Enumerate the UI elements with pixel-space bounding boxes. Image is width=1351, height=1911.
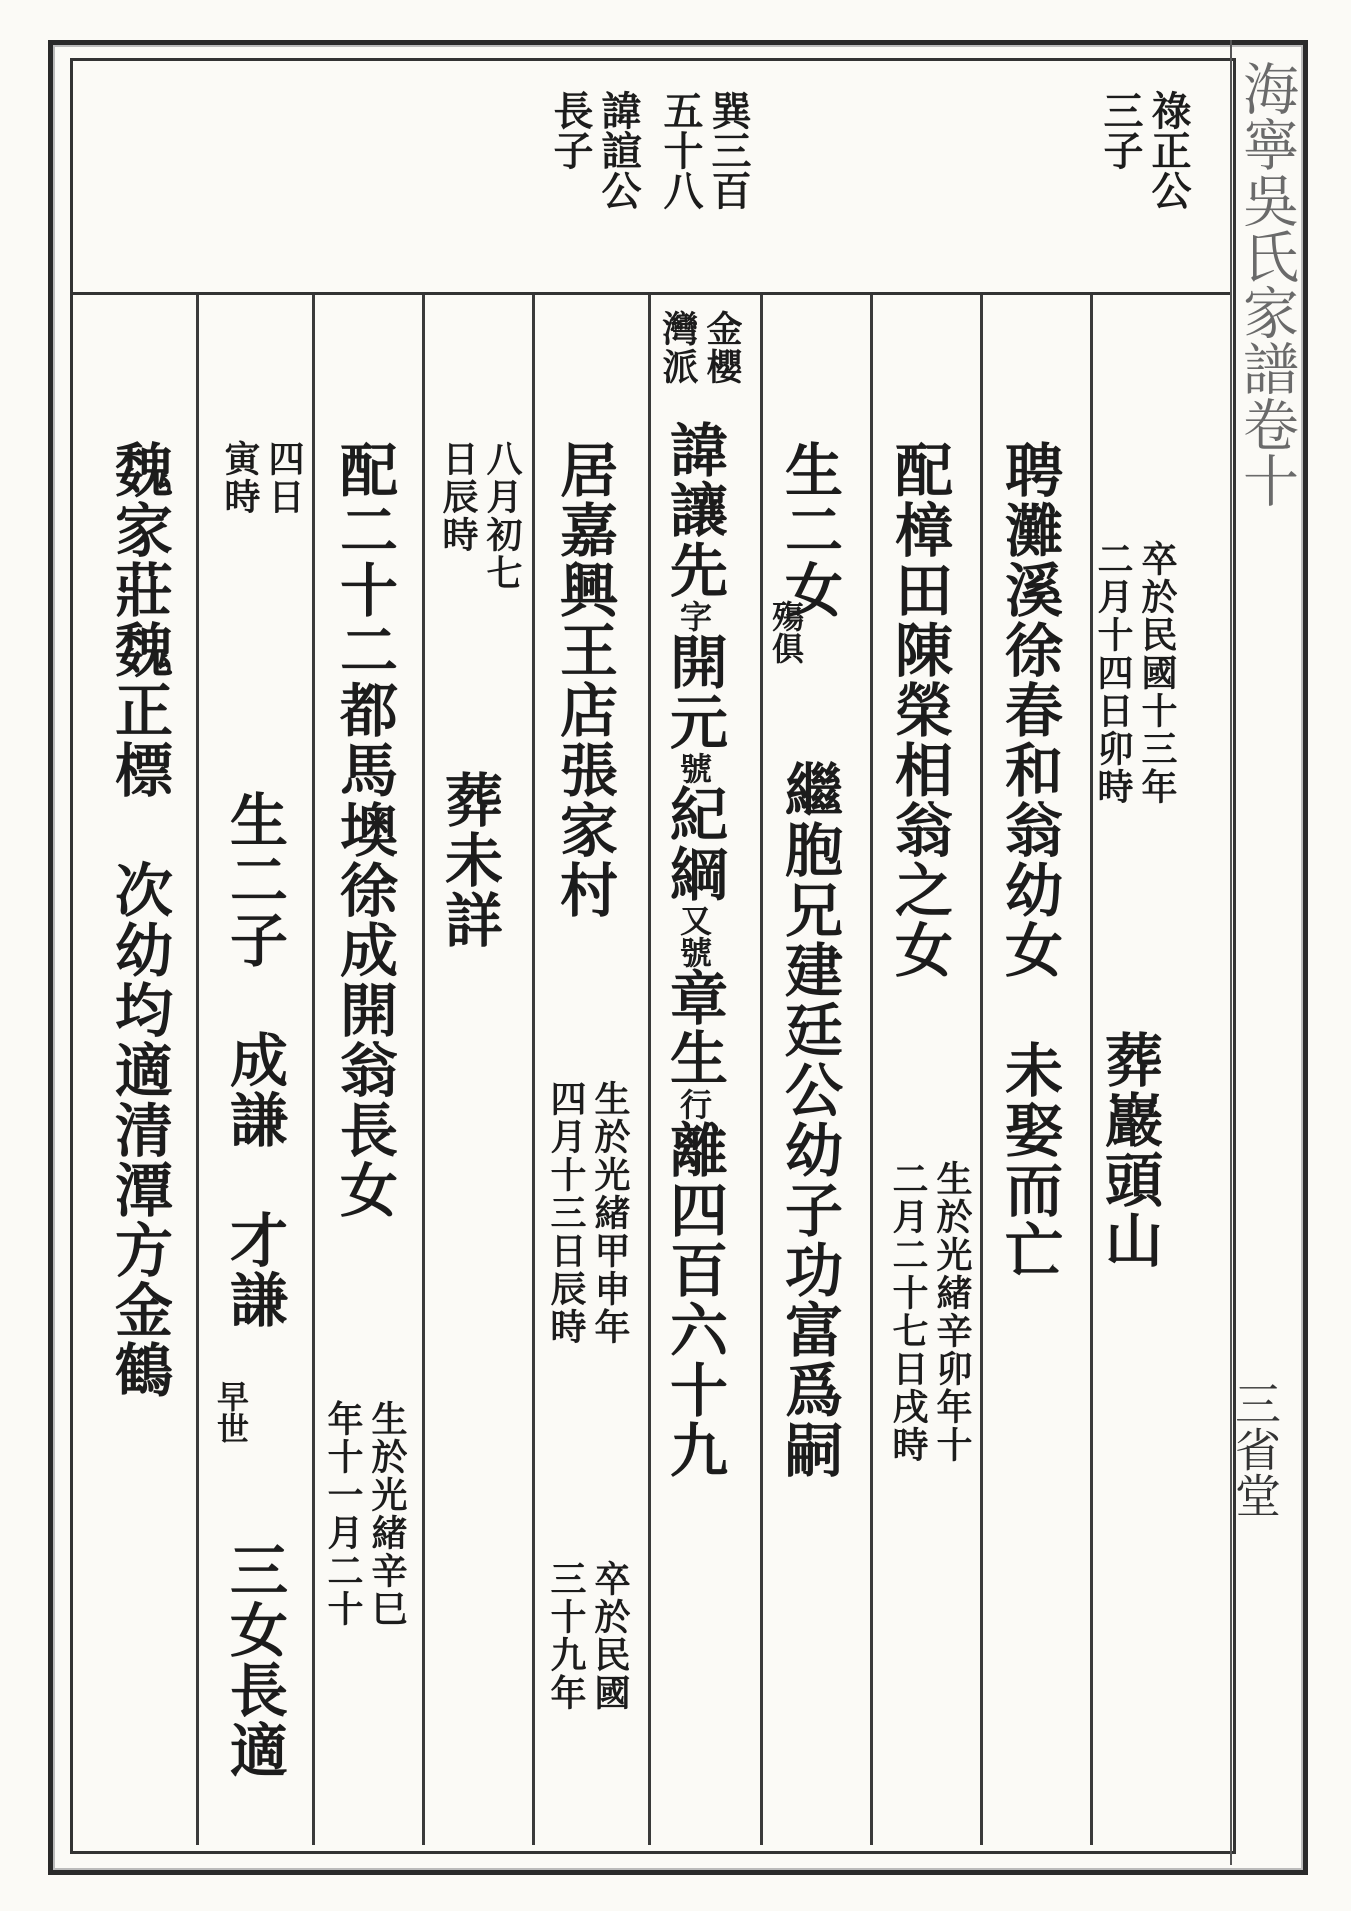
col5-sub: 號 bbox=[675, 752, 713, 784]
top-cell-lu bbox=[1097, 90, 1192, 210]
col9-note bbox=[219, 440, 305, 516]
col6-note1 bbox=[545, 1080, 631, 1346]
head-line: 灣派 bbox=[657, 310, 699, 386]
column-rule bbox=[532, 295, 535, 1845]
col4-main-a: 生二女 bbox=[775, 440, 843, 620]
top-cell-line: 諱諠公 bbox=[595, 90, 642, 210]
column-rule bbox=[312, 295, 315, 1845]
col1-main: 葬巖頭山 bbox=[1095, 1030, 1163, 1270]
note-line: 三十九年 bbox=[545, 1560, 587, 1712]
note-line: 寅時 bbox=[219, 440, 261, 516]
col5-sub: 又號 bbox=[675, 904, 713, 968]
column-rule bbox=[1090, 295, 1093, 1845]
margin-title bbox=[1234, 60, 1299, 512]
column-rule bbox=[648, 295, 651, 1845]
top-cell-zhuan bbox=[547, 90, 642, 210]
col5-main bbox=[660, 420, 728, 1480]
top-cell-line: 巽三百 bbox=[705, 90, 752, 210]
col1-note bbox=[1092, 540, 1178, 806]
top-cell-xun bbox=[657, 90, 752, 210]
col5-sub: 行 bbox=[675, 1088, 713, 1120]
col5-text: 開元 bbox=[660, 632, 728, 752]
col9-tail: 三女長適 bbox=[220, 1540, 288, 1780]
column-rule bbox=[422, 295, 425, 1845]
col6-note2 bbox=[545, 1560, 631, 1712]
head-line: 金櫻 bbox=[701, 310, 743, 386]
col9-main: 生二子 成謙 才謙 bbox=[220, 790, 288, 1330]
column-rule bbox=[760, 295, 763, 1845]
note-line: 四月十三日辰時 bbox=[545, 1080, 587, 1346]
col5-text: 紀綱 bbox=[660, 784, 728, 904]
note-line: 生於光緒辛卯年十 bbox=[931, 1160, 973, 1464]
col5-text: 諱讓先 bbox=[660, 420, 728, 600]
col3-main: 配樟田陳榮相翁之女 bbox=[885, 440, 953, 980]
col4-main-c: 繼胞兄建廷公幼子功富爲嗣 bbox=[775, 760, 843, 1480]
page-label: 三省堂 bbox=[1228, 1380, 1282, 1518]
top-cell-line: 長子 bbox=[547, 90, 594, 170]
top-cell-line: 祿正公 bbox=[1145, 90, 1192, 210]
col7-main: 葬未詳 bbox=[435, 770, 503, 950]
col5-text: 章生 bbox=[660, 968, 728, 1088]
top-cell-line: 三子 bbox=[1097, 90, 1144, 170]
margin-page-label bbox=[1228, 1380, 1282, 1522]
note-line: 日辰時 bbox=[437, 440, 479, 554]
note-line: 二月二十七日戌時 bbox=[887, 1160, 929, 1464]
note-line: 卒於民國十三年 bbox=[1136, 540, 1178, 806]
note-line: 生於光緒辛巳 bbox=[366, 1400, 408, 1628]
note-line: 二月十四日卯時 bbox=[1092, 540, 1134, 806]
note-line: 卒於民國 bbox=[589, 1560, 631, 1712]
book-title: 海寧吳氏家譜卷十 bbox=[1234, 60, 1299, 508]
column-rule bbox=[196, 295, 199, 1845]
col10-main: 魏家莊魏正標 次幼均適清潭方金鶴 bbox=[105, 440, 173, 1400]
note-line: 八月初七 bbox=[481, 440, 523, 592]
col4-main-b: 殤俱 bbox=[767, 600, 805, 664]
col7-note bbox=[437, 440, 523, 592]
col8-note bbox=[322, 1400, 408, 1628]
note-line: 年十一月二十 bbox=[322, 1400, 364, 1628]
top-cell-line: 五十八 bbox=[657, 90, 704, 210]
note-line: 生於光緒甲申年 bbox=[589, 1080, 631, 1346]
col5-head bbox=[657, 310, 743, 386]
column-rule bbox=[870, 295, 873, 1845]
col8-main: 配二十二都馬墺徐成開翁長女 bbox=[330, 440, 398, 1220]
col5-sub: 字 bbox=[675, 600, 713, 632]
col6-main: 居嘉興王店張家村 bbox=[550, 440, 618, 920]
column-rule bbox=[980, 295, 983, 1845]
col9-sub: 早世 bbox=[212, 1380, 250, 1444]
col2-main: 聘灘溪徐春和翁幼女 未娶而亡 bbox=[995, 440, 1063, 1280]
note-line: 四日 bbox=[263, 440, 305, 516]
col5-text: 離四百六十九 bbox=[660, 1120, 728, 1480]
col3-note bbox=[887, 1160, 973, 1464]
